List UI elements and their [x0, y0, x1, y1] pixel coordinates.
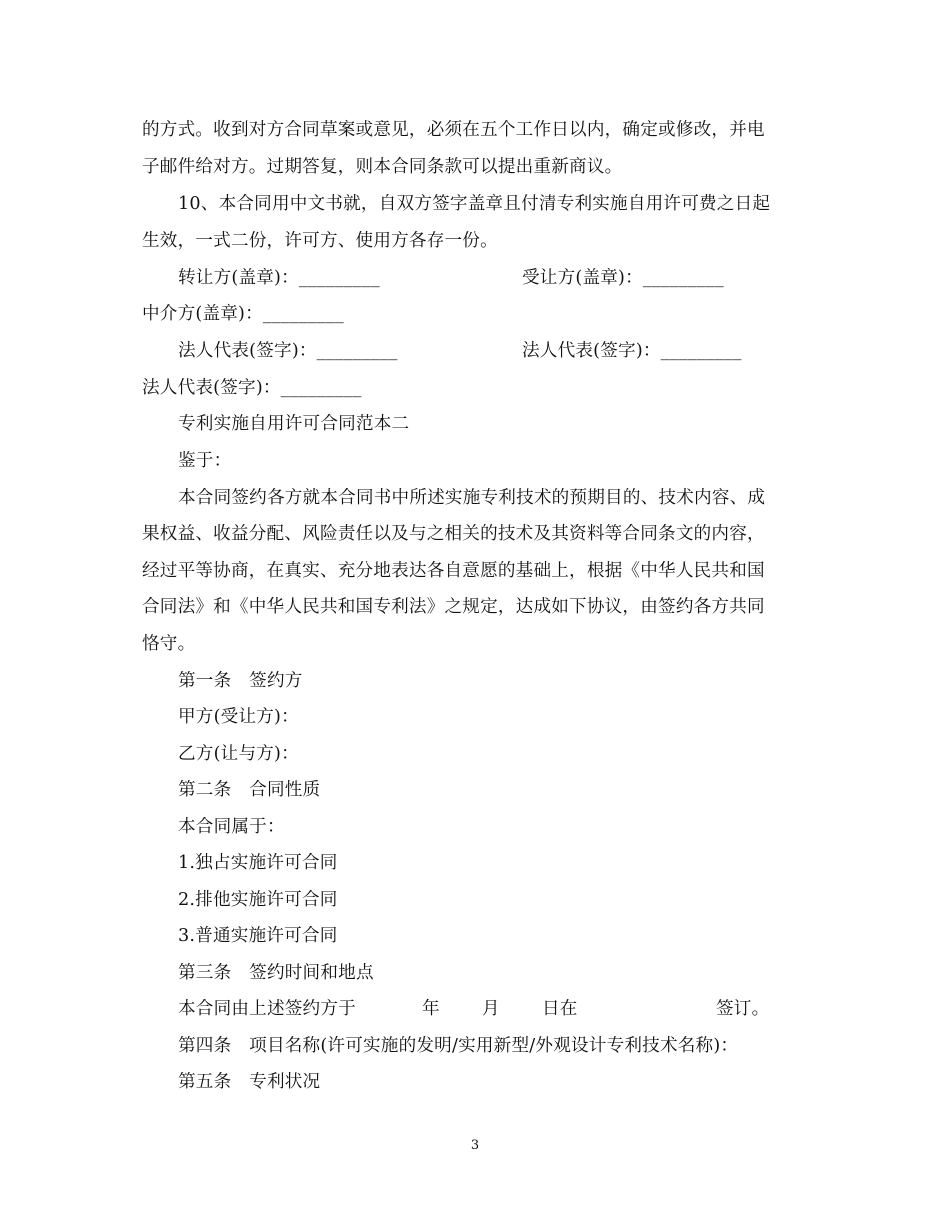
- article-heading: 第二条 合同性质: [178, 780, 321, 800]
- text-line: 本合同属于：: [178, 817, 285, 837]
- signing-month-label: 月: [482, 999, 500, 1019]
- legal-rep-signature-line: 法人代表(签字)：_________: [142, 378, 362, 398]
- legal-rep-signature-line: 法人代表(签字)：_________: [178, 341, 398, 361]
- transferor-seal-line: 转让方(盖章)：_________: [178, 268, 380, 288]
- party-b-line: 乙方(让与方)：: [178, 744, 299, 764]
- text-line: 子邮件给对方。过期答复，则本合同条款可以提出重新商议。: [142, 157, 623, 177]
- text-line: 合同法》和《中华人民共和国专利法》之规定，达成如下协议，由签约各方共同: [142, 597, 765, 617]
- text-line: 的方式。收到对方合同草案或意见，必须在五个工作日以内，确定或修改，并电: [142, 120, 765, 140]
- signing-year-label: 年: [422, 999, 440, 1019]
- list-item: 1.独占实施许可合同: [178, 853, 338, 873]
- whereas-heading: 鉴于：: [178, 451, 232, 471]
- article-heading: 第四条 项目名称(许可实施的发明/实用新型/外观设计专利技术名称)：: [178, 1036, 739, 1056]
- transferee-seal-line: 受让方(盖章)：_________: [522, 268, 724, 288]
- text-line: 果权益、收益分配、风险责任以及与之相关的技术及其资料等合同条文的内容，: [142, 524, 765, 544]
- signing-signed-label: 签订。: [716, 999, 770, 1019]
- signing-prefix: 本合同由上述签约方于: [178, 999, 356, 1019]
- list-item: 3.普通实施许可合同: [178, 926, 338, 946]
- legal-rep-signature-line: 法人代表(签字)：_________: [522, 341, 742, 361]
- text-line: 生效，一式二份，许可方、使用方各存一份。: [142, 231, 498, 251]
- section-title: 专利实施自用许可合同范本二: [178, 414, 410, 434]
- article-heading: 第一条 签约方: [178, 671, 303, 691]
- signing-day-label: 日在: [542, 999, 578, 1019]
- article-heading: 第五条 专利状况: [178, 1072, 321, 1092]
- intermediary-seal-line: 中介方(盖章)：_________: [142, 304, 344, 324]
- text-line: 经过平等协商，在真实、充分地表达各自意愿的基础上，根据《中华人民共和国: [142, 561, 765, 581]
- party-a-line: 甲方(受让方)：: [178, 707, 299, 727]
- clause-10-line: 10、本合同用中文书就，自双方签字盖章且付清专利实施自用许可费之日起: [178, 194, 771, 214]
- text-line: 恪守。: [142, 634, 196, 654]
- page-number: 3: [470, 1138, 480, 1153]
- list-item: 2.排他实施许可合同: [178, 890, 338, 910]
- article-heading: 第三条 签约时间和地点: [178, 963, 374, 983]
- text-line: 本合同签约各方就本合同书中所述实施专利技术的预期目的、技术内容、成: [178, 488, 766, 508]
